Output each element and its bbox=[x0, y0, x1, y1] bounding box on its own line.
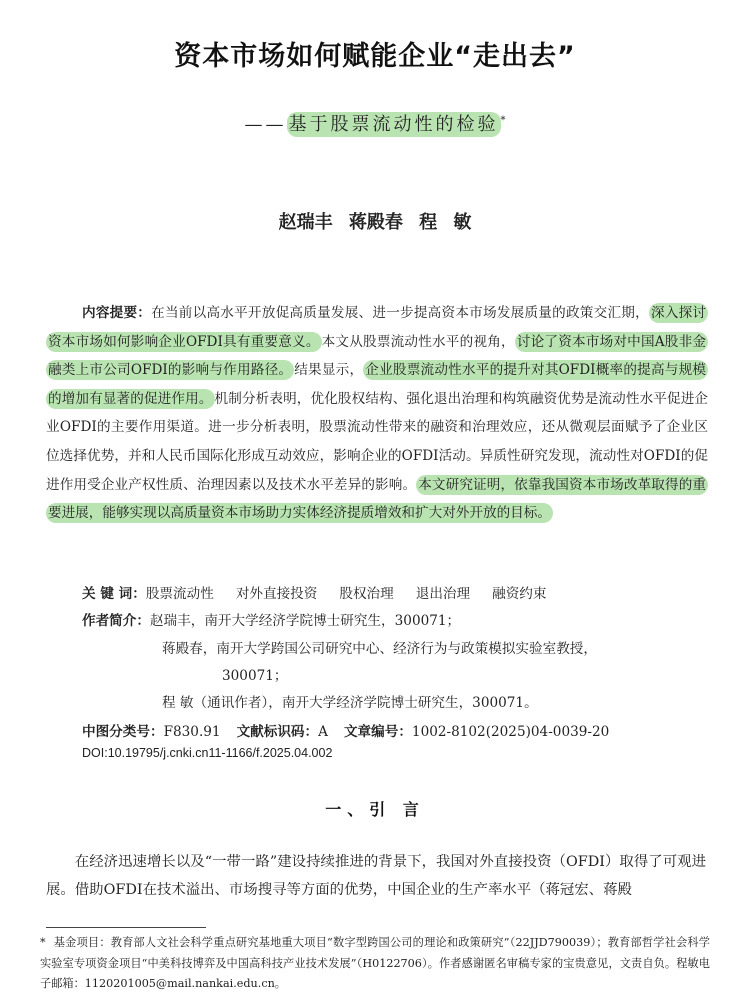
footnote-text: 基金项目：教育部人文社会科学重点研究基地重大项目“数字型跨国公司的理论和政策研究”（22JJD790039）；教育部哲学社会科学实验室专项资金项目“中美科技博弈及中国高科技产业技术发展”（H0122706）。作者感谢匿名审稿专家的宝贵意见，文责自负。程敏电子邮箱：1120201005@mail.nankai.edu.cn。 bbox=[40, 936, 710, 990]
funding-note-marker: * bbox=[500, 115, 506, 126]
keyword: 退出治理 bbox=[415, 586, 471, 602]
author-info-3: 程 敏（通讯作者），南开大学经济学院博士研究生，300071。 bbox=[162, 695, 538, 711]
keywords-label: 关 键 词： bbox=[82, 586, 146, 602]
keywords-row bbox=[82, 582, 569, 602]
keyword: 股票流动性 bbox=[145, 586, 214, 602]
author-info-label: 作者简介： bbox=[82, 613, 150, 629]
subtitle-text-highlighted: 基于股票流动性的检验 bbox=[288, 114, 499, 135]
author-info-row bbox=[82, 609, 460, 629]
abstract-text: 机制分析表明，优化股权结构、强化退出治理和构筑融资优势是流动性水平促进企业OFDI的主要作用渠道。进一步分析表明，股票流动性带来的融资和治理效应，还从微观层面赋予了企业区位选择优势，并和人民币国际化形成互动效应，影响企业的OFDI活动。异质性研究发现，流动性对OFDI的促进作用受企业产权性质、治理因素以及技术水平差异的影响。 bbox=[46, 390, 708, 493]
doc-code-value: A bbox=[318, 724, 328, 740]
abstract-text: 本文从股票流动性水平的视角， bbox=[321, 333, 515, 350]
abstract-text: 在当前以高水平开放促高质量发展、进一步提高资本市场发展质量的政策交汇期， bbox=[151, 305, 649, 321]
clc-value: F830.91 bbox=[163, 724, 221, 740]
abstract bbox=[46, 299, 708, 528]
section-heading: 一、引 言 bbox=[325, 800, 425, 819]
doc-code-label: 文献标识码： bbox=[236, 724, 319, 740]
abstract-highlight: 深入探讨资本市场如何影响企业OFDI具有重要意义。 bbox=[48, 305, 707, 350]
footnote-marker: * bbox=[40, 936, 46, 949]
keyword: 融资约束 bbox=[492, 586, 547, 602]
article-number-value: 1002-8102(2025)04-0039-20 bbox=[411, 724, 610, 740]
body-paragraph: 在经济迅速增长以及“一带一路”建设持续推进的背景下，我国对外直接投资（OFDI）取得了可观进展。借助OFDI在技术溢出、市场搜寻等方面的优势，中国企业的生产率水平（蒋冠宏、蒋殿 bbox=[46, 854, 706, 898]
abstract-highlight: 讨论了资本市场对中国A股非金融类上市公司OFDI的影响与作用路径。 bbox=[48, 333, 706, 379]
abstract-text: 结果显示， bbox=[294, 362, 364, 379]
footnote-divider bbox=[46, 927, 206, 928]
abstract-label: 内容提要： bbox=[82, 305, 152, 321]
subtitle-dash: —— bbox=[244, 114, 287, 135]
doi: DOI:10.19795/j.cnki.cn11-1166/f.2025.04.002 bbox=[82, 746, 333, 760]
footnote bbox=[40, 933, 710, 995]
classification-row bbox=[82, 720, 609, 740]
author-list: 赵瑞丰 蒋殿春 程 敏 bbox=[278, 212, 472, 233]
abstract-highlight: 本文研究证明，依靠我国资本市场改革取得的重要进展，能够实现以高质量资本市场助力实体经济提质增效和扩大对外开放的目标。 bbox=[48, 476, 707, 522]
abstract-highlight: 企业股票流动性水平的提升对其OFDI概率的提高与规模的增加有显著的促进作用。 bbox=[48, 362, 706, 407]
author-info-2-line1: 蒋殿春，南开大学跨国公司研究中心、经济行为与政策模拟实验室教授， bbox=[162, 641, 597, 657]
author-info-1: 赵瑞丰，南开大学经济学院博士研究生，300071； bbox=[149, 613, 461, 629]
clc-label: 中图分类号： bbox=[82, 724, 164, 740]
paper-subtitle bbox=[0, 110, 750, 136]
paper-title: 资本市场如何赋能企业“走出去” bbox=[174, 41, 576, 72]
article-number-label: 文章编号： bbox=[343, 724, 412, 740]
keyword: 对外直接投资 bbox=[235, 586, 318, 602]
keyword: 股权治理 bbox=[339, 586, 394, 602]
author-info-2-line2: 300071； bbox=[222, 668, 288, 684]
